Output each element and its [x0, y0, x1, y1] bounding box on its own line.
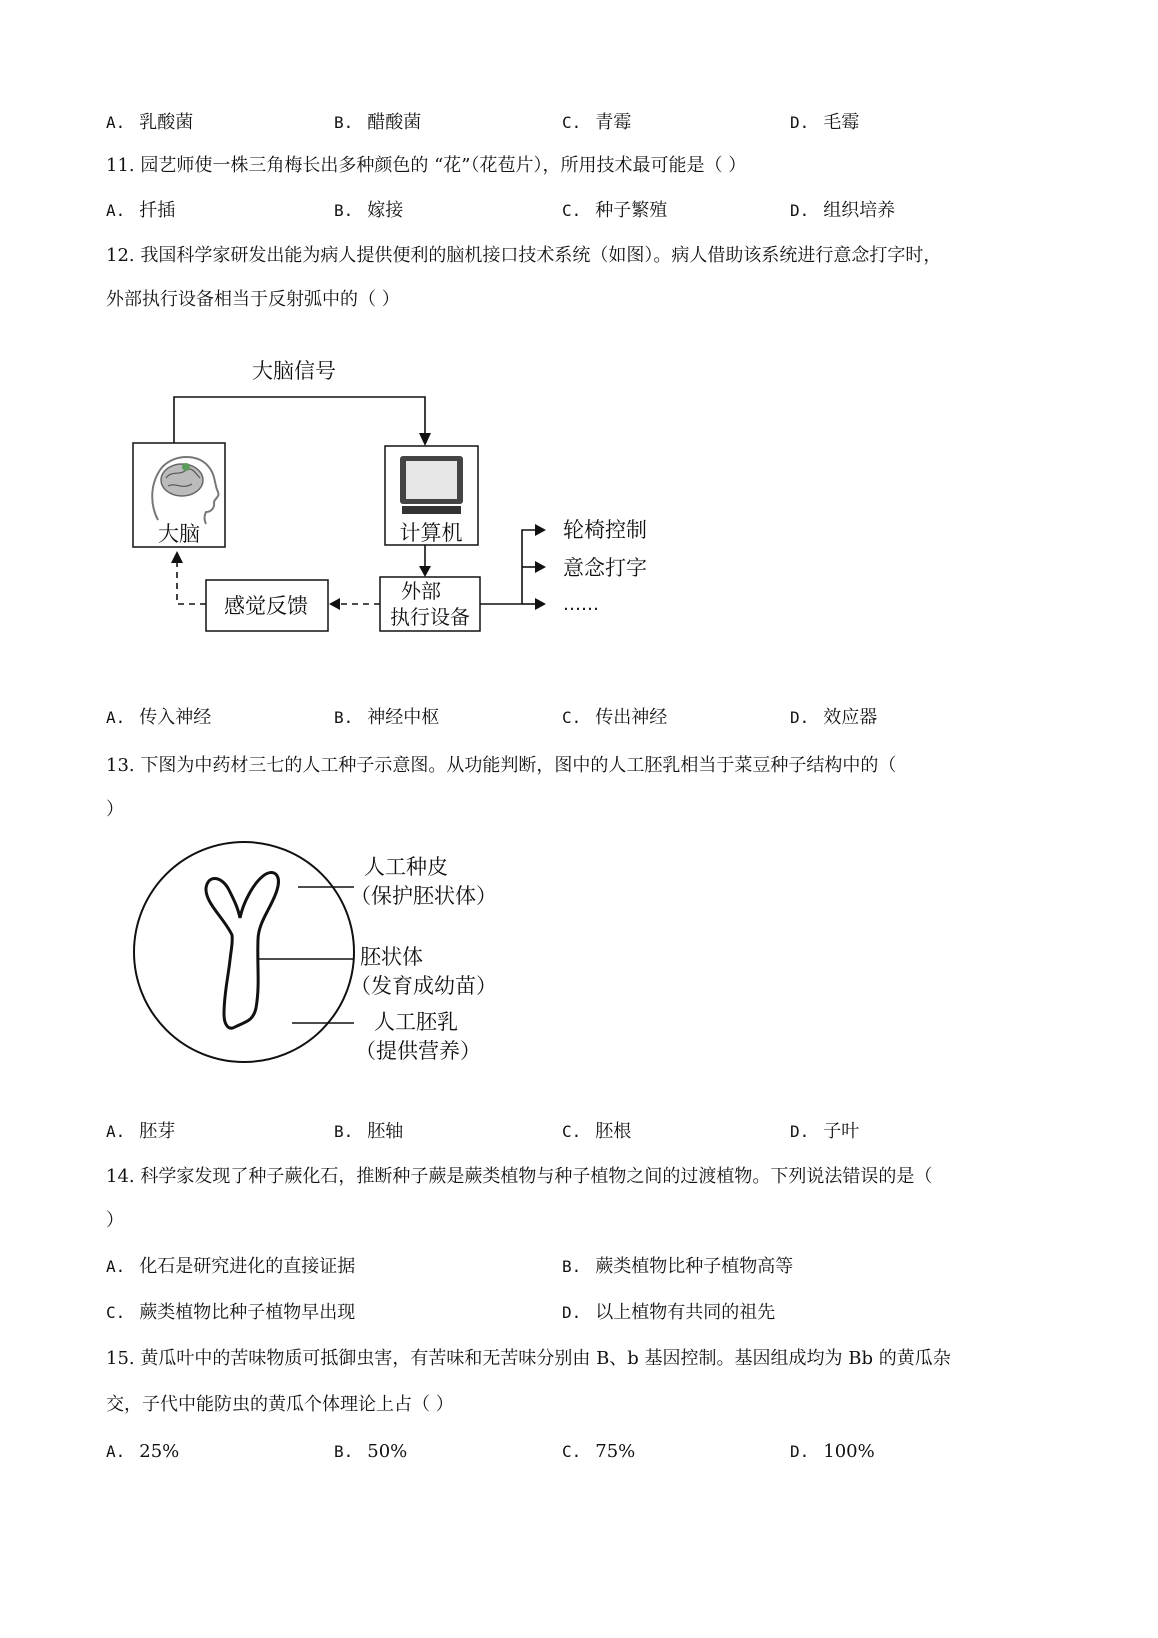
- external-device-label-line2: 执行设备: [390, 605, 470, 629]
- q12-option-d: D. 效应器: [790, 707, 878, 728]
- q11-stem: 11. 园艺师使一株三角梅长出多种颜色的 “花”（花苞片），所用技术最可能是（ ）: [106, 155, 747, 176]
- q12-stem-line1: 12. 我国科学家研发出能为病人提供便利的脑机接口技术系统（如图）。病人借助该系统进行意念打字时，: [106, 245, 942, 266]
- q13-option-c: C. 胚根: [562, 1121, 632, 1142]
- q14-option-b: B. 蕨类植物比种子植物高等: [562, 1256, 794, 1277]
- q14-option-d: D. 以上植物有共同的祖先: [562, 1302, 776, 1323]
- brain-signal-label: 大脑信号: [252, 359, 336, 383]
- embryoid-label: 胚状体: [360, 945, 423, 969]
- q10-option-b: B. 醋酸菌: [334, 112, 422, 133]
- q15-option-a: A. 25%: [106, 1441, 180, 1462]
- q15-option-d: D. 100%: [790, 1441, 875, 1462]
- q14-stem-line1: 14. 科学家发现了种子蕨化石，推断种子蕨是蕨类植物与种子植物之间的过渡植物。下列说法错误的是（: [106, 1166, 933, 1187]
- q13-option-b: B. 胚轴: [334, 1121, 404, 1142]
- output-wheelchair-label: 轮椅控制: [563, 518, 647, 542]
- brain-label: 大脑: [158, 522, 200, 546]
- q13-stem-line2: ）: [106, 799, 124, 820]
- q12-option-b: B. 神经中枢: [334, 707, 440, 728]
- q13-option-d: D. 子叶: [790, 1121, 860, 1142]
- feedback-label: 感觉反馈: [224, 594, 308, 618]
- q11-option-d: D. 组织培养: [790, 200, 896, 221]
- q13-option-a: A. 胚芽: [106, 1121, 176, 1142]
- q15-stem-line2: 交，子代中能防虫的黄瓜个体理论上占（ ）: [106, 1394, 454, 1415]
- seed-coat-note: （保护胚状体）: [350, 884, 497, 908]
- embryoid-note: （发育成幼苗）: [350, 974, 497, 998]
- q10-option-d: D. 毛霉: [790, 112, 860, 133]
- q12-stem-line2: 外部执行设备相当于反射弧中的（ ）: [106, 289, 400, 310]
- embryoid-shape: [206, 872, 278, 1028]
- external-device-label-line1: 外部: [401, 579, 441, 603]
- q15-option-b: B. 50%: [334, 1441, 408, 1462]
- q13-stem-line1: 13. 下图为中药材三七的人工种子示意图。从功能判断，图中的人工胚乳相当于菜豆种子结构中的（: [106, 755, 897, 776]
- seed-coat-circle: [134, 842, 354, 1062]
- q15-option-c: C. 75%: [562, 1441, 636, 1462]
- q15-stem-line1: 15. 黄瓜叶中的苦味物质可抵御虫害，有苦味和无苦味分别由 B、b 基因控制。基因组成均为 Bb 的黄瓜杂: [106, 1348, 951, 1369]
- seed-coat-label: 人工种皮: [364, 855, 448, 879]
- q10-option-c: C. 青霉: [562, 112, 632, 133]
- endosperm-label: 人工胚乳: [374, 1010, 458, 1034]
- endosperm-note: （提供营养）: [355, 1039, 481, 1063]
- output-typing-label: 意念打字: [563, 556, 647, 580]
- q11-option-a: A. 扦插: [106, 200, 176, 221]
- q14-option-a: A. 化石是研究进化的直接证据: [106, 1256, 356, 1277]
- output-more-label: ……: [563, 594, 599, 615]
- q12-option-c: C. 传出神经: [562, 707, 668, 728]
- q14-stem-line2: ）: [106, 1210, 124, 1231]
- q10-option-a: A. 乳酸菌: [106, 112, 194, 133]
- q11-option-c: C. 种子繁殖: [562, 200, 668, 221]
- q12-option-a: A. 传入神经: [106, 707, 212, 728]
- q11-option-b: B. 嫁接: [334, 200, 404, 221]
- q14-option-c: C. 蕨类植物比种子植物早出现: [106, 1302, 356, 1323]
- computer-label: 计算机: [399, 521, 463, 545]
